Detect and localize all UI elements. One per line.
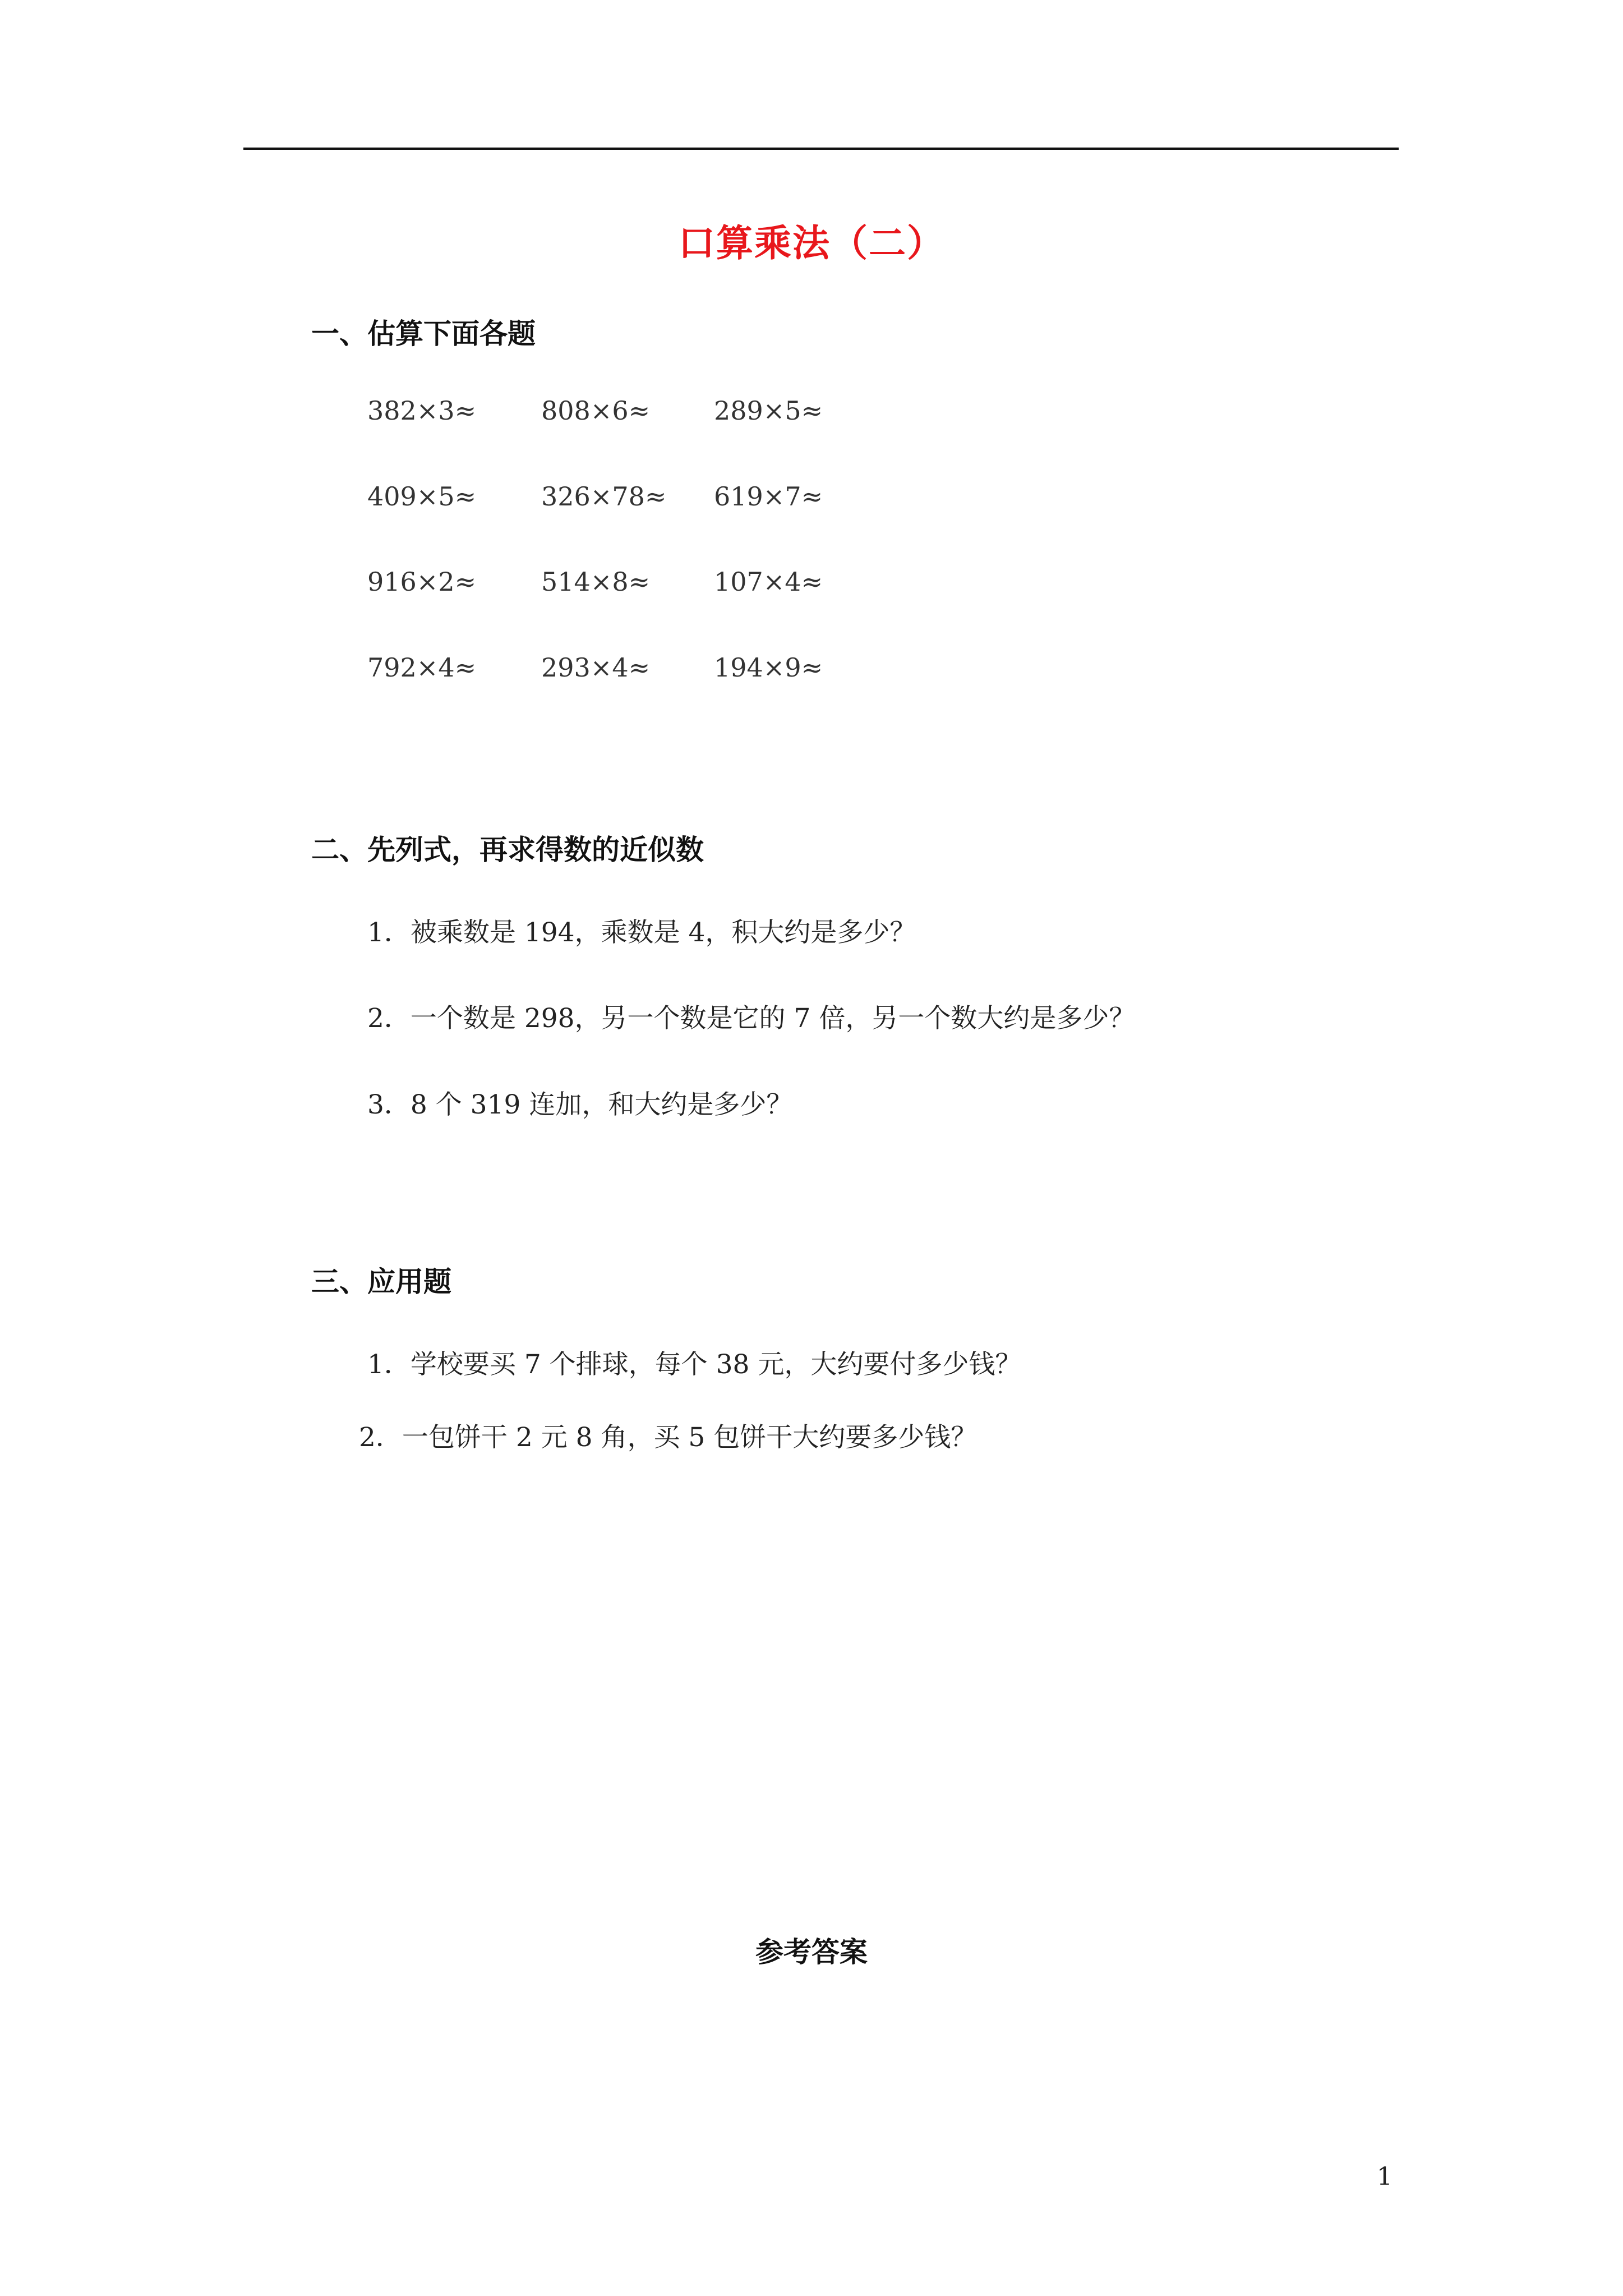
calc-item: 792×4≈ (367, 652, 477, 683)
calc-item: 326×78≈ (541, 481, 667, 512)
calc-item: 107×4≈ (714, 567, 823, 597)
header-rule (243, 148, 1399, 150)
calc-item: 409×5≈ (367, 481, 477, 512)
question-item: 1．被乘数是 194，乘数是 4，积大约是多少？ (367, 917, 916, 948)
calc-item: 514×8≈ (541, 567, 651, 597)
question-item: 1．学校要买 7 个排球，每个 38 元，大约要付多少钱？ (367, 1349, 1022, 1380)
calc-item: 194×9≈ (714, 652, 823, 683)
page-number: 1 (1377, 2162, 1393, 2191)
question-item: 2．一个数是 298，另一个数是它的 7 倍，另一个数大约是多少？ (367, 1003, 1136, 1034)
answer-heading: 参考答案 (755, 1936, 868, 1968)
section-1-heading: 一、估算下面各题 (311, 318, 536, 350)
question-item: 2．一包饼干 2 元 8 角，买 5 包饼干大约要多少钱？ (359, 1422, 978, 1453)
calc-item: 619×7≈ (714, 481, 823, 512)
calc-item: 289×5≈ (714, 395, 823, 426)
page-title: 口算乘法（二） (678, 221, 945, 265)
question-item: 3．8 个 319 连加，和大约是多少？ (367, 1089, 793, 1120)
calc-item: 808×6≈ (541, 395, 651, 426)
calc-item: 382×3≈ (367, 395, 477, 426)
calc-item: 293×4≈ (541, 652, 651, 683)
calc-item: 916×2≈ (367, 567, 477, 597)
section-2-heading: 二、先列式，再求得数的近似数 (311, 834, 704, 866)
section-3-heading: 三、应用题 (311, 1266, 451, 1298)
